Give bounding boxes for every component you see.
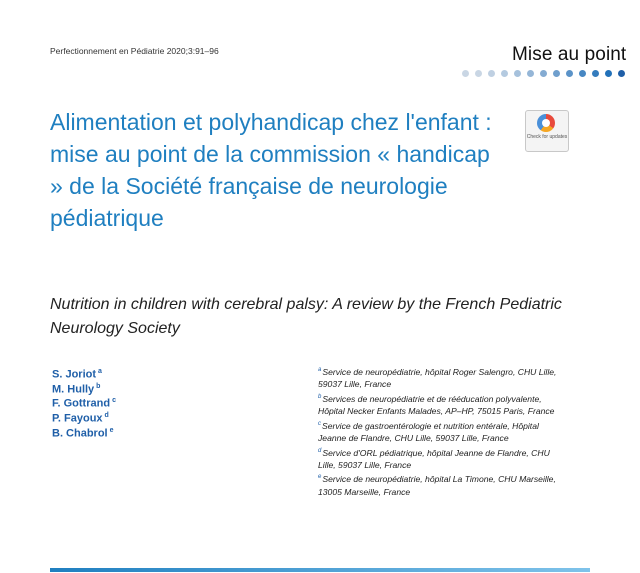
author-affiliation-mark: a [98, 368, 102, 375]
dot [553, 70, 560, 77]
divider-rule [50, 568, 590, 572]
section-label: Mise au point [512, 44, 627, 65]
article-title: Alimentation et polyhandicap chez l'enfant : mise au point de la commission « handicap » de la Société française de neurologie pédiatrique [50, 109, 492, 231]
dot [579, 70, 586, 77]
affiliation-list [318, 364, 568, 498]
author-affiliation-mark: b [96, 382, 101, 390]
affiliation-mark: d [318, 447, 322, 454]
dot [618, 70, 625, 77]
affiliation-text: Services de neuropédiatrie et de rééducation polyvalente, Hôpital Necker Enfants Malades, AP–HP, 75015 Paris, France [318, 393, 555, 417]
author [52, 395, 116, 410]
affiliation-text: Service de neuropédiatrie, hôpital La Timone, CHU Marseille, 13005 Marseille, France [318, 474, 556, 497]
check-for-updates-icon [537, 114, 555, 132]
dot [501, 70, 508, 77]
affiliation-text: Service d'ORL pédiatrique, hôpital Jeanne de Flandre, CHU Lille, 59037 Lille, France [318, 447, 550, 470]
dot [462, 70, 469, 77]
dot [592, 70, 599, 77]
dot [566, 70, 573, 77]
dot [475, 70, 482, 77]
affiliation-text: Service de neuropédiatrie, hôpital Roger Salengro, CHU Lille, 59037 Lille, France [318, 366, 557, 390]
affiliation-mark: b [318, 393, 322, 400]
author [52, 425, 116, 440]
affiliation-mark: a [318, 367, 322, 373]
dot [488, 70, 495, 77]
affiliation [318, 364, 568, 391]
dot [514, 70, 521, 77]
author-affiliation-mark: c [112, 397, 116, 405]
article-subtitle: Nutrition in children with cerebral palsy: A review by the French Pediatric Neurology Society [50, 296, 562, 337]
dot [540, 70, 547, 77]
badge-text: Check for updates [526, 134, 568, 140]
author-name: F. Gottrand [52, 397, 111, 410]
affiliation [318, 418, 568, 445]
author [52, 410, 116, 425]
affiliation-text: Service de gastroentérologie et nutrition entérale, Hôpital Jeanne de Flandre, CHU Lille, 59037 Lille, France [318, 420, 539, 444]
dot [605, 70, 612, 77]
author-name: P. Fayoux [52, 412, 103, 425]
affiliation-mark: e [318, 474, 322, 481]
dot [527, 70, 534, 77]
author-affiliation-mark: e [109, 426, 114, 434]
affiliation [318, 391, 568, 418]
decorative-dots [462, 70, 625, 77]
author-affiliation-mark: d [104, 411, 109, 419]
affiliation [318, 445, 568, 472]
author-list [52, 366, 116, 439]
affiliation [318, 471, 568, 498]
affiliation-mark: c [318, 420, 321, 427]
author [52, 381, 116, 396]
author-name: B. Chabrol [52, 427, 108, 440]
author [52, 366, 116, 381]
author-name: S. Joriot [52, 368, 97, 381]
journal-reference: Perfectionnement en Pédiatrie 2020;3:91–96 [50, 46, 219, 56]
author-name: M. Hully [52, 383, 95, 396]
check-for-updates-badge[interactable] [525, 110, 569, 152]
